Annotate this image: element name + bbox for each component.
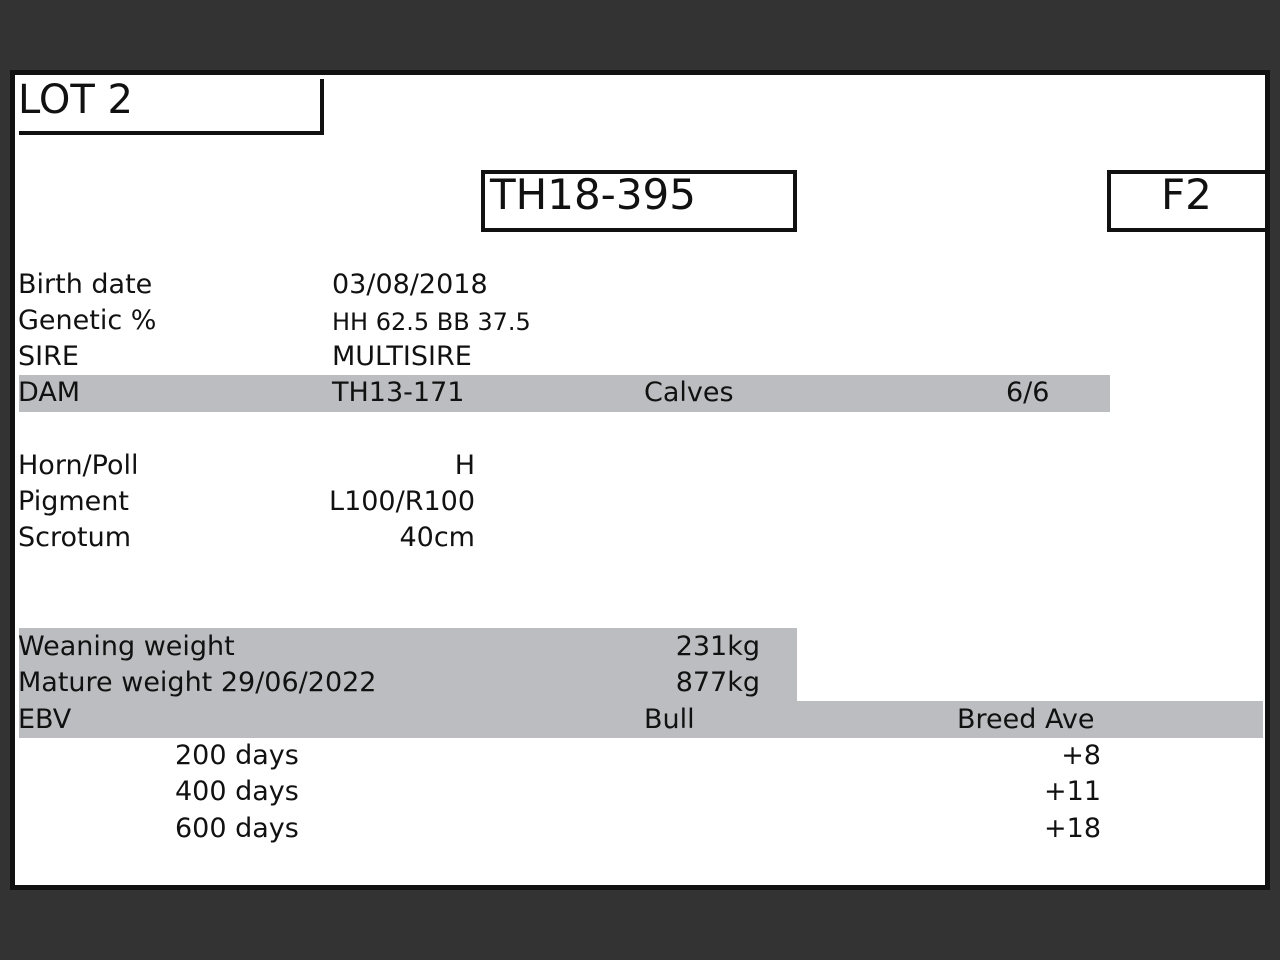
sire-label: SIRE <box>18 341 79 372</box>
ebv-row-breed-ave: +18 <box>1044 813 1101 844</box>
ebv-bull-header: Bull <box>644 704 695 735</box>
birth-date-label: Birth date <box>18 269 153 300</box>
scrotum-value: 40cm <box>399 522 475 553</box>
dam-value: TH13-171 <box>332 377 465 408</box>
pigment-value: L100/R100 <box>329 486 475 517</box>
horn-label: Horn/Poll <box>18 450 139 481</box>
dam-label: DAM <box>18 377 81 408</box>
birth-date-value: 03/08/2018 <box>332 269 488 300</box>
lot-card <box>10 70 1270 890</box>
mature-weight-value: 877kg <box>675 667 760 698</box>
scrotum-label: Scrotum <box>18 522 132 553</box>
ebv-label: EBV <box>18 704 72 735</box>
animal-tag: TH18-395 <box>490 170 697 219</box>
ebv-breed-ave-header: Breed Ave <box>957 704 1095 735</box>
horn-value: H <box>454 450 475 481</box>
generation: F2 <box>1161 170 1212 219</box>
ebv-row-label: 400 days <box>175 776 299 807</box>
calves-value: 6/6 <box>1006 377 1050 408</box>
genetic-value: HH 62.5 BB 37.5 <box>332 308 531 336</box>
genetic-label: Genetic % <box>18 305 157 336</box>
ebv-row-label: 200 days <box>175 740 299 771</box>
weaning-weight-label: Weaning weight <box>18 631 235 662</box>
pigment-label: Pigment <box>18 486 129 517</box>
lot-number: LOT 2 <box>18 77 133 123</box>
weaning-weight-value: 231kg <box>675 631 760 662</box>
dam-row-band <box>19 375 1110 412</box>
calves-label: Calves <box>644 377 734 408</box>
ebv-row-label: 600 days <box>175 813 299 844</box>
ebv-row-breed-ave: +11 <box>1044 776 1101 807</box>
sire-value: MULTISIRE <box>332 341 472 372</box>
ebv-row-breed-ave: +8 <box>1061 740 1101 771</box>
mature-weight-label: Mature weight 29/06/2022 <box>18 667 377 698</box>
